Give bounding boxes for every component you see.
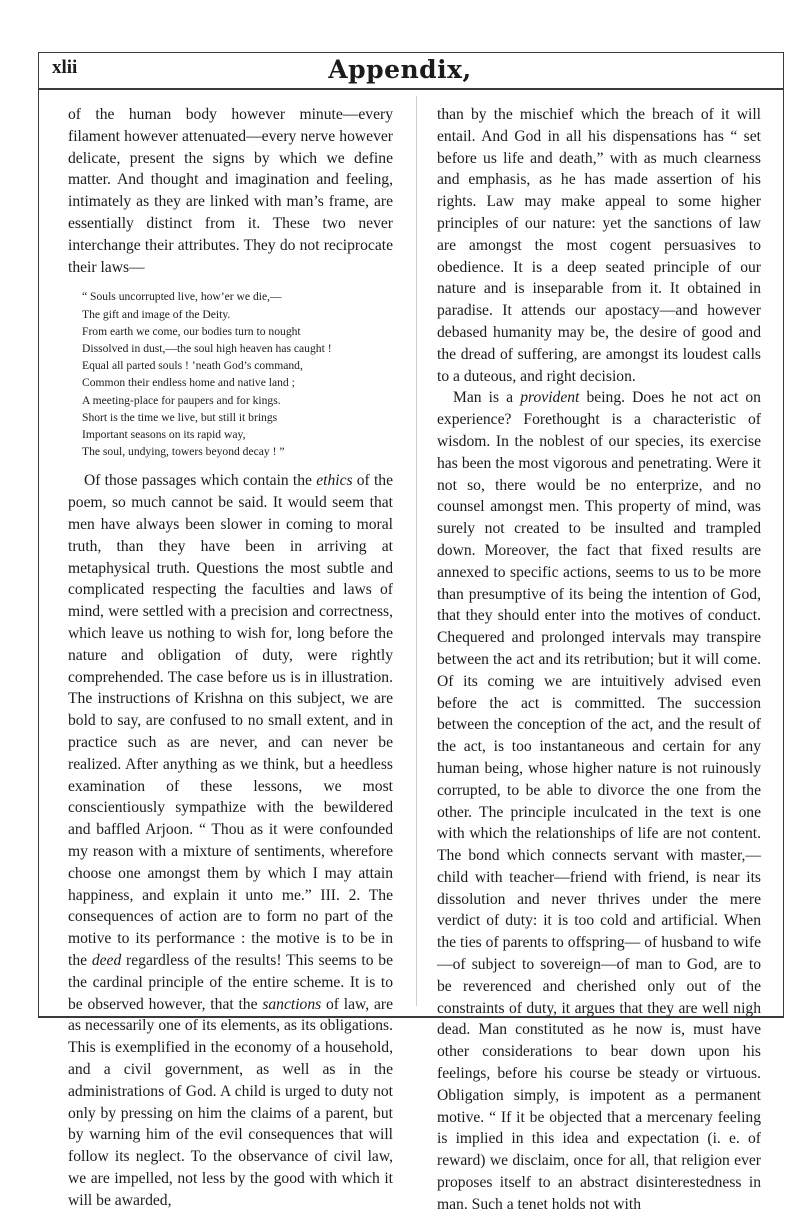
text-run: of law, are as necessarily one of its elements, as its obligations. This is exemplified in the economy of a household, and a civil government, as well as in the administrations of God. A child is urged to duty not only by pressing on him the claims of a parent, but by warning him of the evil consequences that will follow its neglect. To the observance of civil law, we are impelled, not less by the good with which it will be awarded,: [68, 995, 393, 1209]
header-rule-top: [38, 52, 783, 53]
italic-term-sanctions: sanctions: [262, 995, 322, 1013]
left-column: [68, 104, 393, 1212]
verse-line: “ Souls uncorrupted live, how’er we die,—: [82, 290, 282, 304]
text-run: Of those passages which contain the: [84, 472, 317, 490]
right-paragraph-1: than by the mischief which the breach of it will entail. And God in all his dispensations has “ set before us life and death,” with as much clearness and emphasis, as he has made assertion of his rights. Law may make appeal to some higher principles of our nature: yet the sanctions of law are amongst the most cogent persuasives to obedience. It is a deep seated principle of our nature and is inseparable from it. It obtained in paradise. It attends our apostacy—and however debased humanity may be, the desire of good and the dread of suffering, are amongst its loudest calls to a duteous, and right decision.: [437, 106, 761, 385]
verse-line: Equal all parted souls ! ’neath God’s command,: [82, 359, 303, 373]
text-run: Man is a: [453, 389, 521, 407]
right-paragraph-2: [437, 387, 761, 1215]
header-rule-bottom: [38, 88, 783, 90]
verse-line: Short is the time we live, but still it brings: [82, 410, 278, 424]
left-paragraph-2: [68, 470, 393, 1211]
verse-line: Dissolved in dust,—the soul high heaven has caught !: [82, 341, 332, 355]
page-number: xlii: [52, 57, 78, 78]
verse-line: A meeting-place for paupers and for kings.: [82, 393, 281, 407]
verse-line: From earth we come, our bodies turn to nought: [82, 324, 301, 338]
italic-term-ethics: ethics: [316, 472, 353, 490]
italic-term-deed: deed: [91, 951, 122, 969]
text-run: of the poem, so much cannot be said. It would seem that men have always been slower in coming to moral truth, than they have been in arriving at metaphysical truth. Questions the most subtle and complicated respecting the faculties and laws of mind, were settled with a precision and correctness, which leave us nothing to wish for, long before the nature and obligation of duty, were rightly comprehended. The case before us is in illustration. The instructions of Krishna on this subject, we are bold to say, are confused to no small extent, and in practice such as are never, and can never be realized. After anything as we think, but a heedless examination of these lessons, we most conscientiously sympathize with the bewildered and baffled Arjoon. “ Thou as it were confounded my reason with a mixture of sentiments, wherefore choose one amongst them by which I may attain happiness, and explain it unto me.” III. 2. The consequences of action are to form no part of the motive to its performance : the motive is to be in the: [68, 472, 393, 969]
verse-line: Important seasons on its rapid way,: [82, 428, 246, 441]
verse-quotation: [82, 288, 393, 460]
right-column: [437, 104, 761, 1216]
text-run: regardless of the results! This seems to be the cardinal principle of the entire scheme. It is to be observed however, that the: [68, 951, 393, 1013]
italic-term-provident: provident: [520, 389, 580, 407]
verse-line: Common their endless home and native land ;: [82, 376, 295, 390]
verse-line: The soul, undying, towers beyond decay ! ”: [82, 445, 285, 459]
verse-line: The gift and image of the Deity.: [82, 307, 231, 321]
left-paragraph-1: of the human body however minute—every filament however attenuated—every nerve however delicate, present the signs by which we define matter. And thought and imagination and feeling, intimately as they are linked with man’s frame, are essentially distinct from it. These two never interchange their attributes. They do not reciprocate their laws—: [68, 106, 393, 276]
text-run: being. Does he not act on experience? Forethought is a characteristic of wisdom. In the noblest of our species, its exercise has been the most vigorous and penetrating. Were it not so, there would be no enterprize, and no counsel amongst men. This property of mind, was surely not created to be insulted and trampled down. Moreover, the fact that fixed results are annexed to specific actions, seems to us to be more than presumptive of its being the intention of God, that they should enter into the motives of conduct. Chequered and prolonged intervals may transpire between the act and its retribution; but it will come. Of its coming we are intuitively advised even before the act is committed. The succession between the conception of the act, and the result of the act, is too instantaneous and certain for any human being, whose higher nature is not ruinously corrupted, to be able to divorce the one from the other. The principle inculcated in the text is one with which the relationships of life are not content. The bond which connects servant with master,—child with teacher—friend with friend, is near its dissolution and never thrives under the mere verdict of duty: it is too cold and artificial. When the ties of parents to offspring— of husband to wife—of subject to sovereign—of man to God, are to be reverenced and cherished only out of the constraints of duty, it argues that they are well nigh dead. Man constituted as he now is, must have other considerations to bear down upon his feelings, before his course be steady or virtuous. Obligation simply, is impotent as a permanent motive. “ If it be objected that a mercenary feeling is implied in this idea and expectation (i. e. of reward) we disclaim, once for all, that religion ever proposes itself to an abstract disinterestedness in man. Such a tenet holds not with: [437, 389, 761, 1213]
running-head: Appendix,: [328, 55, 472, 84]
column-divider: [416, 96, 417, 1006]
